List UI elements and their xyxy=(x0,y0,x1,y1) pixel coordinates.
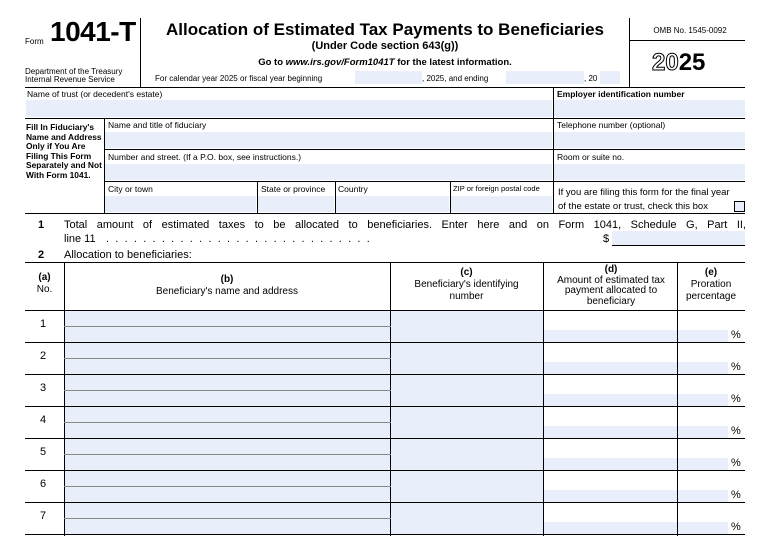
trust-name-label: Name of trust (or decedent's estate) xyxy=(27,89,163,99)
fiscal-end-year-input[interactable] xyxy=(600,71,620,84)
tax-year-bold: 25 xyxy=(678,49,706,76)
beneficiary-name-input[interactable] xyxy=(65,439,390,454)
proration-percentage-input[interactable] xyxy=(678,522,728,534)
allocated-amount-input[interactable] xyxy=(544,362,677,374)
final-year-line1: If you are filing this form for the final year xyxy=(558,187,730,198)
fiduciary-name-input[interactable] xyxy=(105,132,552,148)
calendar-year-label: For calendar year 2025 or fiscal year beginning xyxy=(155,74,323,83)
fiscal-end-input[interactable] xyxy=(506,71,584,84)
form-subtitle: (Under Code section 643(g)) xyxy=(311,40,459,52)
line1-number: 1 xyxy=(38,219,45,231)
row-number: 1 xyxy=(39,318,47,330)
beneficiary-name-input[interactable] xyxy=(65,311,390,326)
beneficiary-address-input[interactable] xyxy=(65,391,390,406)
line2-text: Allocation to beneficiaries: xyxy=(64,249,192,261)
line1-text: Total amount of estimated taxes to be allocated to beneficiaries. Enter here and on Form 1041, Schedule G, Part II, xyxy=(64,219,746,231)
col-e-header: (e) Proration percentage xyxy=(685,267,737,302)
beneficiary-id-input[interactable] xyxy=(391,375,543,406)
col-c-header: (c) Beneficiary's identifying number xyxy=(414,267,519,302)
row-number: 7 xyxy=(39,510,47,522)
street-label: Number and street. (If a P.O. box, see instructions.) xyxy=(108,152,302,162)
beneficiary-name-input[interactable] xyxy=(65,471,390,486)
beneficiary-address-input[interactable] xyxy=(65,359,390,374)
beneficiary-id-input[interactable] xyxy=(391,407,543,438)
state-input[interactable] xyxy=(258,196,334,212)
allocated-amount-input[interactable] xyxy=(544,522,677,534)
form-title: Allocation of Estimated Tax Payments to Beneficiaries xyxy=(165,20,605,39)
zip-input[interactable] xyxy=(451,196,552,212)
proration-percentage-input[interactable] xyxy=(678,362,728,374)
line1-dollar: $ xyxy=(603,233,610,245)
telephone-label: Telephone number (optional) xyxy=(557,120,666,130)
form-header xyxy=(0,0,782,88)
beneficiary-name-input[interactable] xyxy=(65,375,390,390)
form-label: Form xyxy=(25,37,44,46)
trust-name-input[interactable] xyxy=(26,100,552,117)
proration-percentage-input[interactable] xyxy=(678,458,728,470)
room-input[interactable] xyxy=(554,164,745,180)
percent-sign: % xyxy=(731,521,741,533)
beneficiary-id-input[interactable] xyxy=(391,503,543,534)
country-input[interactable] xyxy=(336,196,449,212)
ein-input[interactable] xyxy=(554,100,745,117)
final-year-line2: of the estate or trust, check this box xyxy=(558,201,708,212)
beneficiary-id-input[interactable] xyxy=(391,471,543,502)
allocated-amount-input[interactable] xyxy=(544,330,677,342)
allocated-amount-input[interactable] xyxy=(544,458,677,470)
percent-sign: % xyxy=(731,489,741,501)
col-b-header: (b) Beneficiary's name and address xyxy=(156,274,298,297)
goto-url[interactable]: www.irs.gov/Form1041T xyxy=(285,57,395,68)
tax-year-outline: 20 xyxy=(652,49,679,76)
row-number: 6 xyxy=(39,478,47,490)
city-label: City or town xyxy=(108,184,153,194)
beneficiary-id-input[interactable] xyxy=(391,311,543,342)
fiscal-begin-input[interactable] xyxy=(355,71,422,84)
allocated-amount-input[interactable] xyxy=(544,490,677,502)
city-input[interactable] xyxy=(105,196,256,212)
proration-percentage-input[interactable] xyxy=(678,490,728,502)
room-label: Room or suite no. xyxy=(557,152,625,162)
dept-line2: Internal Revenue Service xyxy=(25,75,115,84)
dept-line1: Department of the Treasury xyxy=(25,67,123,76)
beneficiary-id-input[interactable] xyxy=(391,343,543,374)
fiduciary-note: Fill In Fiduciary's Name and Address Only if You Are Filing This Form Separately and Not With Form 1041. xyxy=(26,122,102,180)
form-number: 1041-T xyxy=(50,16,136,47)
line1-text2: line 11 xyxy=(64,233,96,245)
street-input[interactable] xyxy=(105,164,552,180)
beneficiary-address-input[interactable] xyxy=(65,519,390,534)
final-year-checkbox[interactable] xyxy=(734,201,745,212)
year-ending-label: , 2025, and ending xyxy=(422,74,489,83)
beneficiary-address-input[interactable] xyxy=(65,423,390,438)
percent-sign: % xyxy=(731,329,741,341)
country-label: Country xyxy=(338,184,368,194)
beneficiary-name-input[interactable] xyxy=(65,343,390,358)
row-number: 2 xyxy=(39,350,47,362)
beneficiary-address-input[interactable] xyxy=(65,487,390,502)
beneficiary-address-input[interactable] xyxy=(65,327,390,342)
fiduciary-name-label: Name and title of fiduciary xyxy=(108,120,207,130)
percent-sign: % xyxy=(731,425,741,437)
row-number: 3 xyxy=(39,382,47,394)
beneficiary-address-input[interactable] xyxy=(65,455,390,470)
row-number: 5 xyxy=(39,446,47,458)
tax-year xyxy=(652,50,705,76)
telephone-input[interactable] xyxy=(554,132,745,148)
line1-amount-input[interactable] xyxy=(612,231,745,245)
beneficiary-id-input[interactable] xyxy=(391,439,543,470)
line1-dots: . . . . . . . . . . . . . . . . . . . . . . . . . . . . . xyxy=(106,233,372,245)
col-a-header: (a) No. xyxy=(36,272,53,295)
allocated-amount-input[interactable] xyxy=(544,394,677,406)
state-label: State or province xyxy=(261,184,326,194)
proration-percentage-input[interactable] xyxy=(678,394,728,406)
percent-sign: % xyxy=(731,393,741,405)
goto-line: Go to www.irs.gov/Form1041T for the latest information. xyxy=(258,57,512,68)
proration-percentage-input[interactable] xyxy=(678,330,728,342)
beneficiary-name-input[interactable] xyxy=(65,407,390,422)
comma-20-label: , 20 xyxy=(584,74,598,83)
percent-sign: % xyxy=(731,361,741,373)
proration-percentage-input[interactable] xyxy=(678,426,728,438)
row-number: 4 xyxy=(39,414,47,426)
zip-label: ZIP or foreign postal code xyxy=(453,184,540,193)
ein-label: Employer identification number xyxy=(557,89,685,99)
omb-number: OMB No. 1545-0092 xyxy=(653,26,727,35)
col-d-header: (d) Amount of estimated tax payment allocated to beneficiary xyxy=(557,264,665,307)
beneficiary-name-input[interactable] xyxy=(65,503,390,518)
line2-number: 2 xyxy=(38,249,45,261)
allocated-amount-input[interactable] xyxy=(544,426,677,438)
percent-sign: % xyxy=(731,457,741,469)
